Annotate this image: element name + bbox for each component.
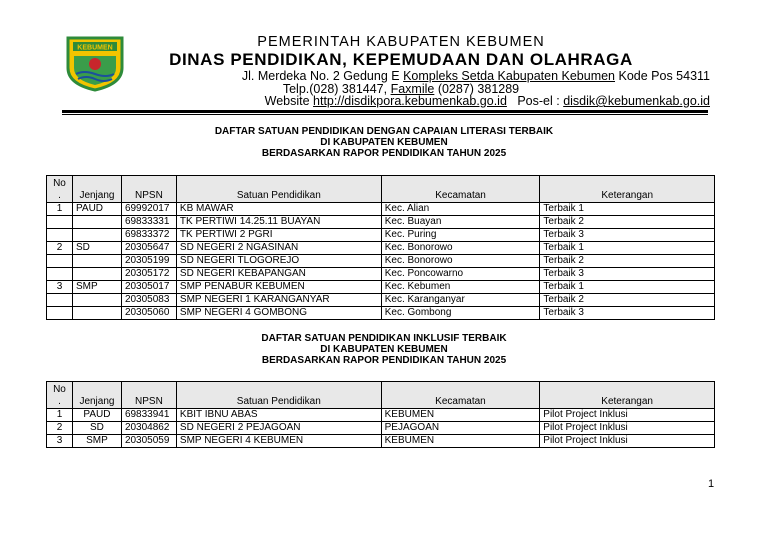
cell-satuan: SMP PENABUR KEBUMEN bbox=[176, 281, 381, 294]
cell-jenjang bbox=[72, 268, 121, 281]
cell-kecamatan: PEJAGOAN bbox=[381, 422, 540, 435]
cell-npsn: 69833331 bbox=[121, 216, 176, 229]
cell-keterangan: Terbaik 2 bbox=[540, 294, 715, 307]
cell-kecamatan: Kec. Kebumen bbox=[381, 281, 540, 294]
letterhead-rule-thick bbox=[62, 110, 708, 113]
table1-title-line: DAFTAR SATUAN PENDIDIKAN DENGAN CAPAIAN LITERASI TERBAIK bbox=[214, 126, 554, 137]
table2-title-line: DI KABUPATEN KEBUMEN bbox=[320, 344, 448, 355]
cell-jenjang: SMP bbox=[72, 281, 121, 294]
email-label: Pos-el : bbox=[506, 94, 564, 108]
cell-no bbox=[47, 307, 73, 320]
cell-kecamatan: Kec. Karanganyar bbox=[381, 294, 540, 307]
agency-contact bbox=[140, 94, 710, 108]
cell-npsn: 20305083 bbox=[121, 294, 176, 307]
cell-jenjang bbox=[72, 229, 121, 242]
agency-address bbox=[150, 69, 710, 83]
cell-kecamatan: Kec. Alian bbox=[381, 203, 540, 216]
cell-no bbox=[47, 294, 73, 307]
phone-text: Telp.(028) 381447, bbox=[282, 82, 391, 96]
fax-number: (0287) 381289 bbox=[434, 82, 520, 96]
cell-no bbox=[47, 229, 73, 242]
table-row bbox=[47, 409, 715, 422]
col-no: No . bbox=[47, 382, 73, 409]
col-npsn: NPSN bbox=[121, 382, 176, 409]
address-prefix: Jl. Merdeka No. 2 Gedung E bbox=[241, 69, 404, 83]
cell-keterangan: Terbaik 1 bbox=[540, 203, 715, 216]
cell-keterangan: Terbaik 3 bbox=[540, 307, 715, 320]
cell-npsn: 69992017 bbox=[121, 203, 176, 216]
cell-satuan: TK PERTIWI 2 PGRI bbox=[176, 229, 381, 242]
cell-jenjang: PAUD bbox=[72, 203, 121, 216]
cell-npsn: 20305172 bbox=[121, 268, 176, 281]
cell-keterangan: Pilot Project Inklusi bbox=[540, 435, 715, 448]
cell-satuan: KB MAWAR bbox=[176, 203, 381, 216]
table-row bbox=[47, 435, 715, 448]
col-satuan: Satuan Pendidikan bbox=[176, 382, 381, 409]
cell-npsn: 69833941 bbox=[121, 409, 176, 422]
table2-title-line: DAFTAR SATUAN PENDIDIKAN INKLUSIF TERBAIK bbox=[261, 333, 507, 344]
cell-no bbox=[47, 268, 73, 281]
cell-no bbox=[47, 255, 73, 268]
cell-kecamatan: KEBUMEN bbox=[381, 409, 540, 422]
cell-kecamatan: Kec. Gombong bbox=[381, 307, 540, 320]
cell-keterangan: Terbaik 3 bbox=[540, 229, 715, 242]
cell-satuan: SD NEGERI KEBAPANGAN bbox=[176, 268, 381, 281]
cell-kecamatan: Kec. Bonorowo bbox=[381, 242, 540, 255]
cell-jenjang: SD bbox=[72, 242, 121, 255]
table-row bbox=[47, 294, 715, 307]
table2-title bbox=[0, 333, 768, 366]
cell-no: 3 bbox=[47, 435, 73, 448]
inclusive-table bbox=[46, 381, 715, 448]
cell-no: 2 bbox=[47, 242, 73, 255]
cell-satuan: SMP NEGERI 4 GOMBONG bbox=[176, 307, 381, 320]
page-number: 1 bbox=[708, 478, 715, 490]
cell-no: 3 bbox=[47, 281, 73, 294]
table-row bbox=[47, 281, 715, 294]
col-kecamatan: Kecamatan bbox=[381, 382, 540, 409]
cell-jenjang: PAUD bbox=[72, 409, 121, 422]
address-complex: Kompleks Setda Kabupaten Kebumen bbox=[403, 69, 616, 83]
website-label: Website bbox=[264, 94, 314, 108]
table-header-row bbox=[47, 382, 715, 409]
table1-title-line: BERDASARKAN RAPOR PENDIDIKAN TAHUN 2025 bbox=[261, 148, 507, 159]
table1-title bbox=[0, 126, 768, 159]
table-row bbox=[47, 229, 715, 242]
cell-satuan: SD NEGERI TLOGOREJO bbox=[176, 255, 381, 268]
agency-name: DINAS PENDIDIKAN, KEPEMUDAAN DAN OLAHRAGA bbox=[169, 50, 633, 69]
cell-satuan: SMP NEGERI 4 KEBUMEN bbox=[176, 435, 381, 448]
col-no: No . bbox=[47, 176, 73, 203]
cell-npsn: 20305060 bbox=[121, 307, 176, 320]
cell-jenjang bbox=[72, 294, 121, 307]
cell-no: 2 bbox=[47, 422, 73, 435]
cell-jenjang bbox=[72, 307, 121, 320]
cell-no bbox=[47, 216, 73, 229]
fax-label: Faxmile bbox=[390, 82, 435, 96]
cell-jenjang: SD bbox=[72, 422, 121, 435]
table2-title-line: BERDASARKAN RAPOR PENDIDIKAN TAHUN 2025 bbox=[261, 355, 507, 366]
table-row bbox=[47, 307, 715, 320]
website-link[interactable]: http://disdikpora.kebumenkab.go.id bbox=[313, 94, 507, 108]
government-name: PEMERINTAH KABUPATEN KEBUMEN bbox=[257, 34, 545, 50]
cell-keterangan: Terbaik 2 bbox=[540, 216, 715, 229]
literacy-table bbox=[46, 175, 715, 320]
cell-jenjang: SMP bbox=[72, 435, 121, 448]
cell-jenjang bbox=[72, 255, 121, 268]
col-jenjang: Jenjang bbox=[72, 176, 121, 203]
cell-kecamatan: Kec. Puring bbox=[381, 229, 540, 242]
email-link[interactable]: disdik@kebumenkab.go.id bbox=[563, 94, 710, 108]
cell-npsn: 20304862 bbox=[121, 422, 176, 435]
cell-satuan: TK PERTIWI 14.25.11 BUAYAN bbox=[176, 216, 381, 229]
col-jenjang: Jenjang bbox=[72, 382, 121, 409]
cell-npsn: 69833372 bbox=[121, 229, 176, 242]
table-row bbox=[47, 255, 715, 268]
cell-keterangan: Terbaik 1 bbox=[540, 281, 715, 294]
table-row bbox=[47, 422, 715, 435]
cell-keterangan: Terbaik 2 bbox=[540, 255, 715, 268]
col-npsn: NPSN bbox=[121, 176, 176, 203]
cell-npsn: 20305059 bbox=[121, 435, 176, 448]
col-satuan: Satuan Pendidikan bbox=[176, 176, 381, 203]
col-keterangan: Keterangan bbox=[540, 382, 715, 409]
address-postcode: Kode Pos 54311 bbox=[615, 69, 710, 83]
cell-satuan: KBIT IBNU ABAS bbox=[176, 409, 381, 422]
table-row bbox=[47, 242, 715, 255]
cell-npsn: 20305017 bbox=[121, 281, 176, 294]
cell-satuan: SD NEGERI 2 NGASINAN bbox=[176, 242, 381, 255]
cell-keterangan: Pilot Project Inklusi bbox=[540, 422, 715, 435]
cell-jenjang bbox=[72, 216, 121, 229]
cell-npsn: 20305199 bbox=[121, 255, 176, 268]
cell-npsn: 20305647 bbox=[121, 242, 176, 255]
cell-kecamatan: Kec. Buayan bbox=[381, 216, 540, 229]
table1-title-line: DI KABUPATEN KEBUMEN bbox=[320, 137, 448, 148]
cell-no: 1 bbox=[47, 203, 73, 216]
col-keterangan: Keterangan bbox=[540, 176, 715, 203]
table-header-row bbox=[47, 176, 715, 203]
letterhead-rule-thin bbox=[62, 114, 708, 115]
cell-kecamatan: Kec. Poncowarno bbox=[381, 268, 540, 281]
cell-keterangan: Terbaik 3 bbox=[540, 268, 715, 281]
cell-satuan: SD NEGERI 2 PEJAGOAN bbox=[176, 422, 381, 435]
col-kecamatan: Kecamatan bbox=[381, 176, 540, 203]
table-row bbox=[47, 216, 715, 229]
table-row bbox=[47, 268, 715, 281]
logo-text: KEBUMEN bbox=[77, 44, 113, 52]
cell-no: 1 bbox=[47, 409, 73, 422]
cell-keterangan: Terbaik 1 bbox=[540, 242, 715, 255]
cell-kecamatan: KEBUMEN bbox=[381, 435, 540, 448]
cell-keterangan: Pilot Project Inklusi bbox=[540, 409, 715, 422]
cell-satuan: SMP NEGERI 1 KARANGANYAR bbox=[176, 294, 381, 307]
cell-kecamatan: Kec. Bonorowo bbox=[381, 255, 540, 268]
table-row bbox=[47, 203, 715, 216]
